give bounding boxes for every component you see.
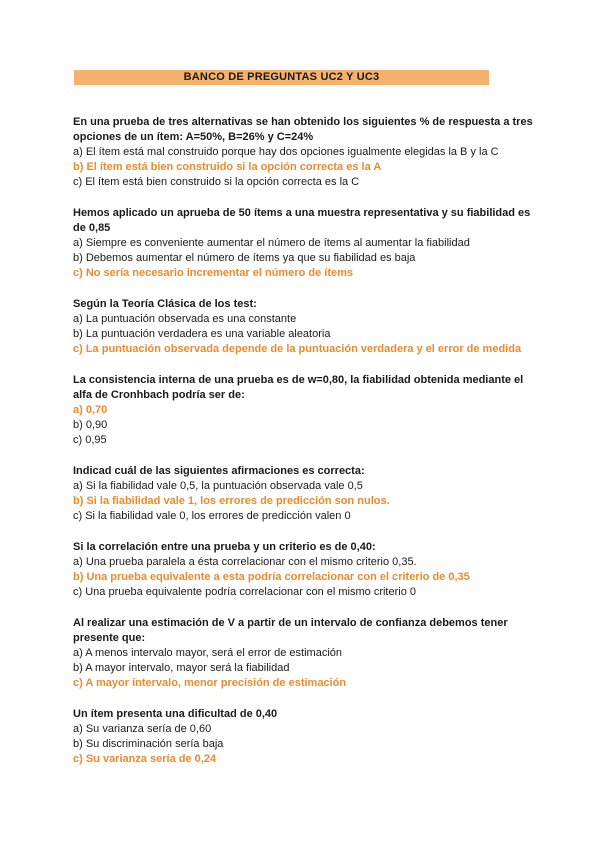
- option-c: c) Una prueba equivalente podría correlacionar con el mismo criterio 0: [73, 586, 417, 598]
- question-1: [73, 115, 533, 190]
- option-c-correct: c) Su varianza sería de 0,24: [73, 753, 217, 765]
- question-8: [73, 707, 533, 767]
- question-stem: Según la Teoría Clásica de los test:: [73, 298, 257, 310]
- question-stem: La consistencia interna de una prueba es de w=0,80, la fiabilidad obtenida mediante el alfa de Cronhbach podría ser de:: [73, 374, 524, 401]
- option-a: a) Si la fiabilidad vale 0,5, la puntuación observada vale 0,5: [73, 480, 363, 492]
- option-c: c) Si la fiabilidad vale 0, los errores de predicción valen 0: [73, 510, 351, 522]
- option-b: b) A mayor intervalo, mayor será la fiabilidad: [73, 662, 290, 674]
- document-page: [73, 70, 533, 783]
- question-stem: Hemos aplicado un aprueba de 50 ítems a una muestra representativa y su fiabilidad es de 0,85: [73, 207, 531, 234]
- option-c-correct: c) No sería necesario incrementar el número de ítems: [73, 267, 354, 279]
- option-b-correct: b) Una prueba equivalente a esta podría correlacionar con el criterio de 0,35: [73, 571, 470, 583]
- option-a: a) A menos intervalo mayor, será el error de estimación: [73, 647, 343, 659]
- document-title: BANCO DE PREGUNTAS UC2 Y UC3: [74, 70, 489, 85]
- question-4: [73, 373, 533, 448]
- option-a: a) Su varianza sería de 0,60: [73, 723, 212, 735]
- option-a: a) Una prueba paralela a ésta correlacionar con el mismo criterio 0,35.: [73, 556, 417, 568]
- option-b-correct: b) Si la fiabilidad vale 1, los errores de predicción son nulos.: [73, 495, 390, 507]
- option-c-correct: c) A mayor intervalo, menor precisión de estimación: [73, 677, 347, 689]
- option-a-correct: a) 0,70: [73, 404, 108, 416]
- option-b: b) Su discriminación sería baja: [73, 738, 224, 750]
- question-5: [73, 464, 533, 524]
- option-b: b) La puntuación verdadera es una variable aleatoria: [73, 328, 331, 340]
- option-b: b) Debemos aumentar el número de ítems ya que su fiabilidad es baja: [73, 252, 416, 264]
- question-stem: Al realizar una estimación de V a partir de un intervalo de confianza debemos tener presente que:: [73, 617, 508, 644]
- option-c: c) El ítem está bien construido si la opción correcta es la C: [73, 176, 360, 188]
- question-stem: Si la correlación entre una prueba y un criterio es de 0,40:: [73, 541, 376, 553]
- question-2: [73, 206, 533, 281]
- question-3: [73, 297, 533, 357]
- option-b: b) 0,90: [73, 419, 108, 431]
- option-b-correct: b) El ítem está bien construido si la opción correcta es la A: [73, 161, 382, 173]
- question-stem: Indicad cuál de las siguientes afirmaciones es correcta:: [73, 465, 365, 477]
- question-7: [73, 616, 533, 691]
- option-c-correct: c) La puntuación observada depende de la puntuación verdadera y el error de medida: [73, 343, 522, 355]
- option-a: a) La puntuación observada es una constante: [73, 313, 297, 325]
- question-list: [73, 115, 533, 767]
- question-stem: En una prueba de tres alternativas se han obtenido los siguientes % de respuesta a tres opciones de un ítem: A=50%, B=26% y C=24%: [73, 116, 533, 143]
- question-6: [73, 540, 533, 600]
- option-a: a) Siempre es conveniente aumentar el número de ítems al aumentar la fiabilidad: [73, 237, 470, 249]
- option-a: a) El ítem está mal construido porque hay dos opciones igualmente elegidas la B y la C: [73, 146, 499, 158]
- option-c: c) 0,95: [73, 434, 107, 446]
- question-stem: Un ítem presenta una dificultad de 0,40: [73, 708, 278, 720]
